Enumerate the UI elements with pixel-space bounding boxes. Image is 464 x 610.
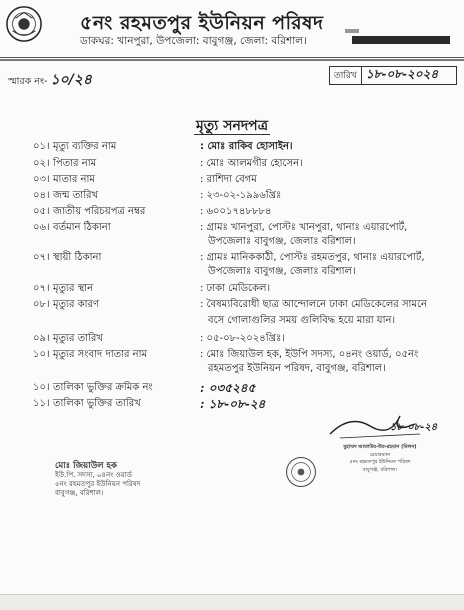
nid-number: : ৬০০১৭৪৮৮৮৪ (200, 206, 272, 217)
row-number: ০৫। (33, 206, 50, 217)
row-label: মৃত্যুর তারিখ (53, 333, 103, 344)
permanent-address: : গ্রামঃ মানিককাঠী, পোস্টঃ রহমতপুর, থানাঃ এয়ারপোর্ট, (200, 252, 425, 263)
document-title-text: মৃত্যু সনদপত্র (196, 118, 268, 134)
row-label: জন্ম তারিখ (53, 190, 99, 201)
row-number: ০২। (33, 158, 50, 169)
union-title: ৫নং রহমতপুর ইউনিয়ন পরিষদ (80, 12, 324, 34)
row-label: জাতীয় পরিচয়পত্র নম্বর (53, 206, 146, 217)
chairman-location: বাবুগঞ্জ, বরিশাল। (362, 466, 398, 473)
permanent-address-line2: উপজেলাঃ বাবুগঞ্জ, জেলাঃ বরিশাল। (208, 266, 356, 277)
cause-of-death: : বৈষম্যবিরোধী ছাত্র আন্দোলনে ঢাকা মেডিকেলের সামনে (200, 299, 427, 310)
row-number: ০১। (33, 141, 50, 152)
row-label: স্থায়ী ঠিকানা (53, 252, 102, 263)
row-label: মৃত্যুর সংবাদ দাতার নাম (53, 349, 148, 360)
father-name: : মোঃ আলমগীর হোসেন। (200, 158, 303, 169)
header-divider-thick (0, 59, 464, 61)
union-address: ডাকঘর: খানপুরা, উপজেলা: বাবুগঞ্জ, জেলা: বরিশাল। (80, 35, 307, 47)
mother-name: : রাশিদা বেগম (200, 174, 257, 185)
row-label: তালিকা ভুক্তির তারিখ (53, 398, 141, 409)
member-designation: ইউ.পি. সদস্য, ০৪নং ওয়ার্ড (55, 471, 132, 479)
birth-date: : ২৩-০২-১৯৯৬খ্রিঃ (200, 190, 282, 201)
present-address-line2: উপজেলাঃ বাবুগঞ্জ, জেলাঃ বরিশাল। (208, 236, 356, 247)
union-parishad-logo (5, 5, 43, 43)
row-number: ১১। (33, 398, 50, 409)
decorative-mark (345, 29, 359, 33)
date-value: ১৮-০৮-২০২৪ (365, 66, 439, 81)
row-label: মৃত্যু ব্যক্তির নাম (53, 141, 117, 152)
member-seal (55, 462, 167, 514)
date-label: তারিখ (330, 67, 362, 84)
row-number: ০৬। (33, 222, 50, 233)
member-location: বাবুগঞ্জ, বরিশাল। (55, 489, 104, 497)
row-number: ০৭। (33, 283, 50, 294)
death-date: : ০৫-০৮-২০২৪খ্রিঃ। (200, 333, 285, 344)
present-address: : গ্রামঃ খানপুরা, পোস্টঃ খানপুরা, থানাঃ এয়ারপোর্ট, (200, 222, 408, 233)
memo-number (8, 68, 92, 92)
row-label: মৃত্যুর স্থান (53, 283, 94, 294)
round-seal-stamp (284, 455, 318, 489)
chairman-name: মুহাম্মদ আতাউর-উর-রহমান (মিলন) (343, 444, 417, 450)
row-label: বর্তমান ঠিকানা (53, 222, 111, 233)
row-label: মাতার নাম (53, 174, 95, 185)
deceased-name: : মোঃ রাকিব হোসাইন। (200, 141, 293, 152)
header-divider (0, 57, 464, 58)
informant-name-line2: রহমতপুর ইউনিয়ন পরিষদ, বাবুগঞ্জ, বরিশাল। (208, 363, 386, 374)
document-title (0, 114, 464, 138)
chairman-designation: চেয়ারম্যান (369, 451, 391, 458)
row-label: পিতার নাম (53, 158, 97, 169)
register-date: : ১৮-০৮-২৪ (200, 397, 266, 411)
place-of-death: : ঢাকা মেডিকেল। (200, 283, 271, 294)
row-label: মৃত্যুর কারণ (53, 299, 100, 310)
chairman-union: ৫নং রহমতপুর ইউনিয়ন পরিষদ (349, 459, 411, 465)
page-bottom-edge (0, 594, 464, 610)
row-number: ১০। (33, 382, 50, 393)
row-number: ১০। (33, 349, 50, 360)
row-number: ০৮। (33, 299, 50, 310)
date-box (329, 66, 457, 85)
decorative-band (352, 36, 450, 44)
informant-name: : মোঃ জিয়াউল হক, ইউপি সদস্য, ০৪নং ওয়ার্ড, ০৫নং (200, 349, 419, 360)
row-number: ০৪। (33, 190, 50, 201)
cause-of-death-line2: বসে গোলাগুলির সময় গুলিবিদ্ধ হয়ে মারা যান। (208, 315, 396, 326)
memo-label: স্মারক নং- (8, 76, 48, 87)
row-number: ০৯। (33, 333, 50, 344)
chairman-sign-block (330, 444, 430, 474)
member-name: মোঃ জিয়াউল হক (55, 461, 117, 471)
row-number: ০৩। (33, 174, 50, 185)
row-number: ০৭। (33, 252, 50, 263)
member-union: ৫নং রহমতপুর ইউনিয়ন পরিষদ (55, 480, 141, 488)
row-label: তালিকা ভুক্তির ক্রমিক নং (53, 382, 153, 393)
register-serial: : ০৩৫২৪৫ (200, 381, 256, 395)
signature-date: ১৮-০৮-২৪ (390, 422, 438, 433)
memo-value: ১০/২৪ (50, 72, 92, 88)
